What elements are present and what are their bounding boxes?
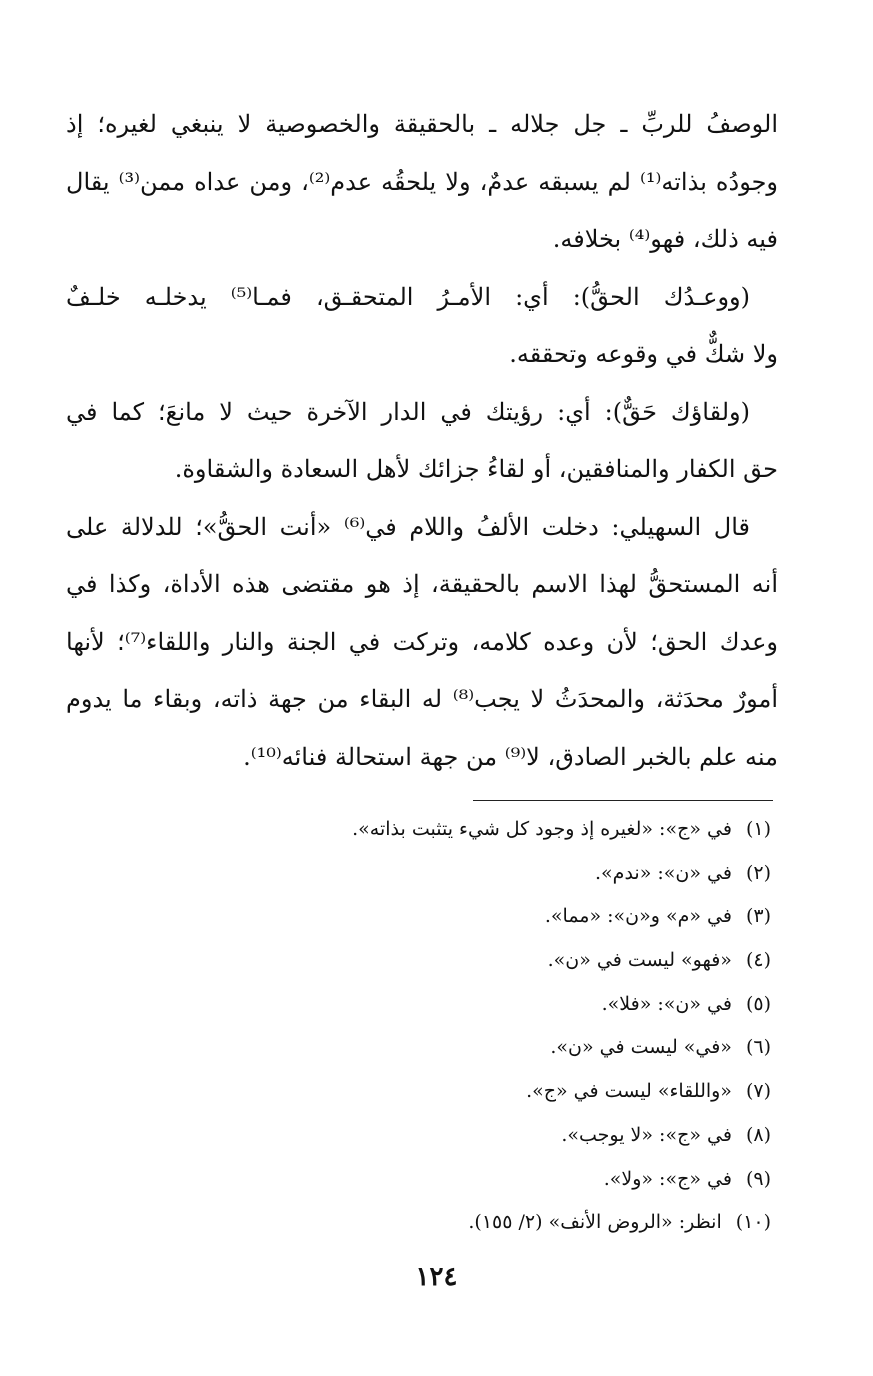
text-line: (ووعـدُك الحقُّ): أي: الأمـرُ المتحقـق، فمـا⁽⁵⁾ يدخلـه خلـفٌ: [66, 282, 750, 311]
footnote-number: (٢): [745, 861, 771, 884]
footnote-text: في «ن»: «فلا».: [601, 992, 732, 1015]
footnote-text: في «ج»: «لا يوجب».: [561, 1123, 732, 1146]
footnote: [66, 1026, 771, 1070]
footnote-number: (٥): [745, 992, 771, 1015]
footnote-number: (٦): [745, 1036, 771, 1059]
footnote-number: (٩): [745, 1167, 771, 1190]
footnote-text: «في» ليست في «ن».: [550, 1036, 732, 1059]
footnote: [66, 1114, 771, 1158]
footnote: [66, 808, 771, 852]
footnote-text: في «م» و«ن»: «مما».: [544, 905, 732, 928]
footnote-text: في «ن»: «ندم».: [595, 861, 732, 884]
footnote-text: في «ج»: «ولا».: [603, 1167, 732, 1190]
footnote-text: «فهو» ليست في «ن».: [547, 949, 732, 972]
text-line: قال السهيلي: دخلت الألفُ واللام في⁽⁶⁾ «أنت الحقُّ»؛ للدلالة على: [66, 512, 750, 541]
text-line: حق الكفار والمنافقين، أو لقاءُ جزائك لأهل السعادة والشقاوة.: [174, 455, 778, 483]
main-text: [66, 96, 778, 786]
footnote-number: (٨): [745, 1123, 771, 1146]
footnote: [66, 1201, 771, 1245]
footnote-number: (١٠): [735, 1211, 771, 1234]
text-line: وجودُه بذاته⁽¹⁾ لم يسبقه عدمٌ، ولا يلحقُه عدم⁽²⁾، ومن عداه ممن⁽³⁾ يقال: [66, 167, 778, 196]
text-line: أنه المستحقُّ لهذا الاسم بالحقيقة، إذ هو مقتضى هذه الأداة، وكذا في: [66, 570, 778, 598]
footnote-divider: [473, 800, 773, 801]
footnote-number: (٧): [745, 1080, 771, 1103]
text-line: الوصفُ للربِّ ـ جل جلاله ـ بالحقيقة والخصوصية لا ينبغي لغيره؛ إذ: [66, 110, 778, 138]
footnote: [66, 983, 771, 1027]
footnote: [66, 939, 771, 983]
footnote: [66, 1158, 771, 1202]
page-number: ١٢٤: [415, 1262, 458, 1292]
text-line: وعدك الحق؛ لأن وعده كلامه، وتركت في الجنة والنار واللقاء⁽⁷⁾؛ لأنها: [66, 627, 778, 656]
footnote-text: في «ج»: «لغيره إذ وجود كل شيء يتثبت بذاته».: [352, 818, 732, 840]
footnote-text: «واللقاء» ليست في «ج».: [526, 1080, 732, 1103]
text-line: فيه ذلك، فهو⁽⁴⁾ بخلافه.: [552, 225, 778, 253]
text-line: منه علم بالخبر الصادق، لا⁽⁹⁾ من جهة استحالة فنائه⁽¹⁰⁾.: [243, 742, 778, 771]
footnote-text: انظر: «الروض الأنف» (٢/ ١٥٥).: [468, 1211, 722, 1234]
footnote: [66, 1070, 771, 1114]
text-line: ولا شكٌّ في وقوعه وتحققه.: [509, 340, 778, 368]
footnote: [66, 852, 771, 896]
text-line: أمورٌ محدَثة، والمحدَثُ لا يجب⁽⁸⁾ له البقاء من جهة ذاته، وبقاء ما يدوم: [66, 685, 778, 713]
footnote-number: (١): [745, 818, 771, 840]
footnote: [66, 895, 771, 939]
footnote-number: (٤): [745, 949, 771, 972]
footnotes: [66, 808, 771, 1245]
footnote-number: (٣): [745, 905, 771, 928]
text-line: (ولقاؤك حَقٌّ): أي: رؤيتك في الدار الآخرة حيث لا مانعَ؛ كما في: [66, 397, 750, 426]
